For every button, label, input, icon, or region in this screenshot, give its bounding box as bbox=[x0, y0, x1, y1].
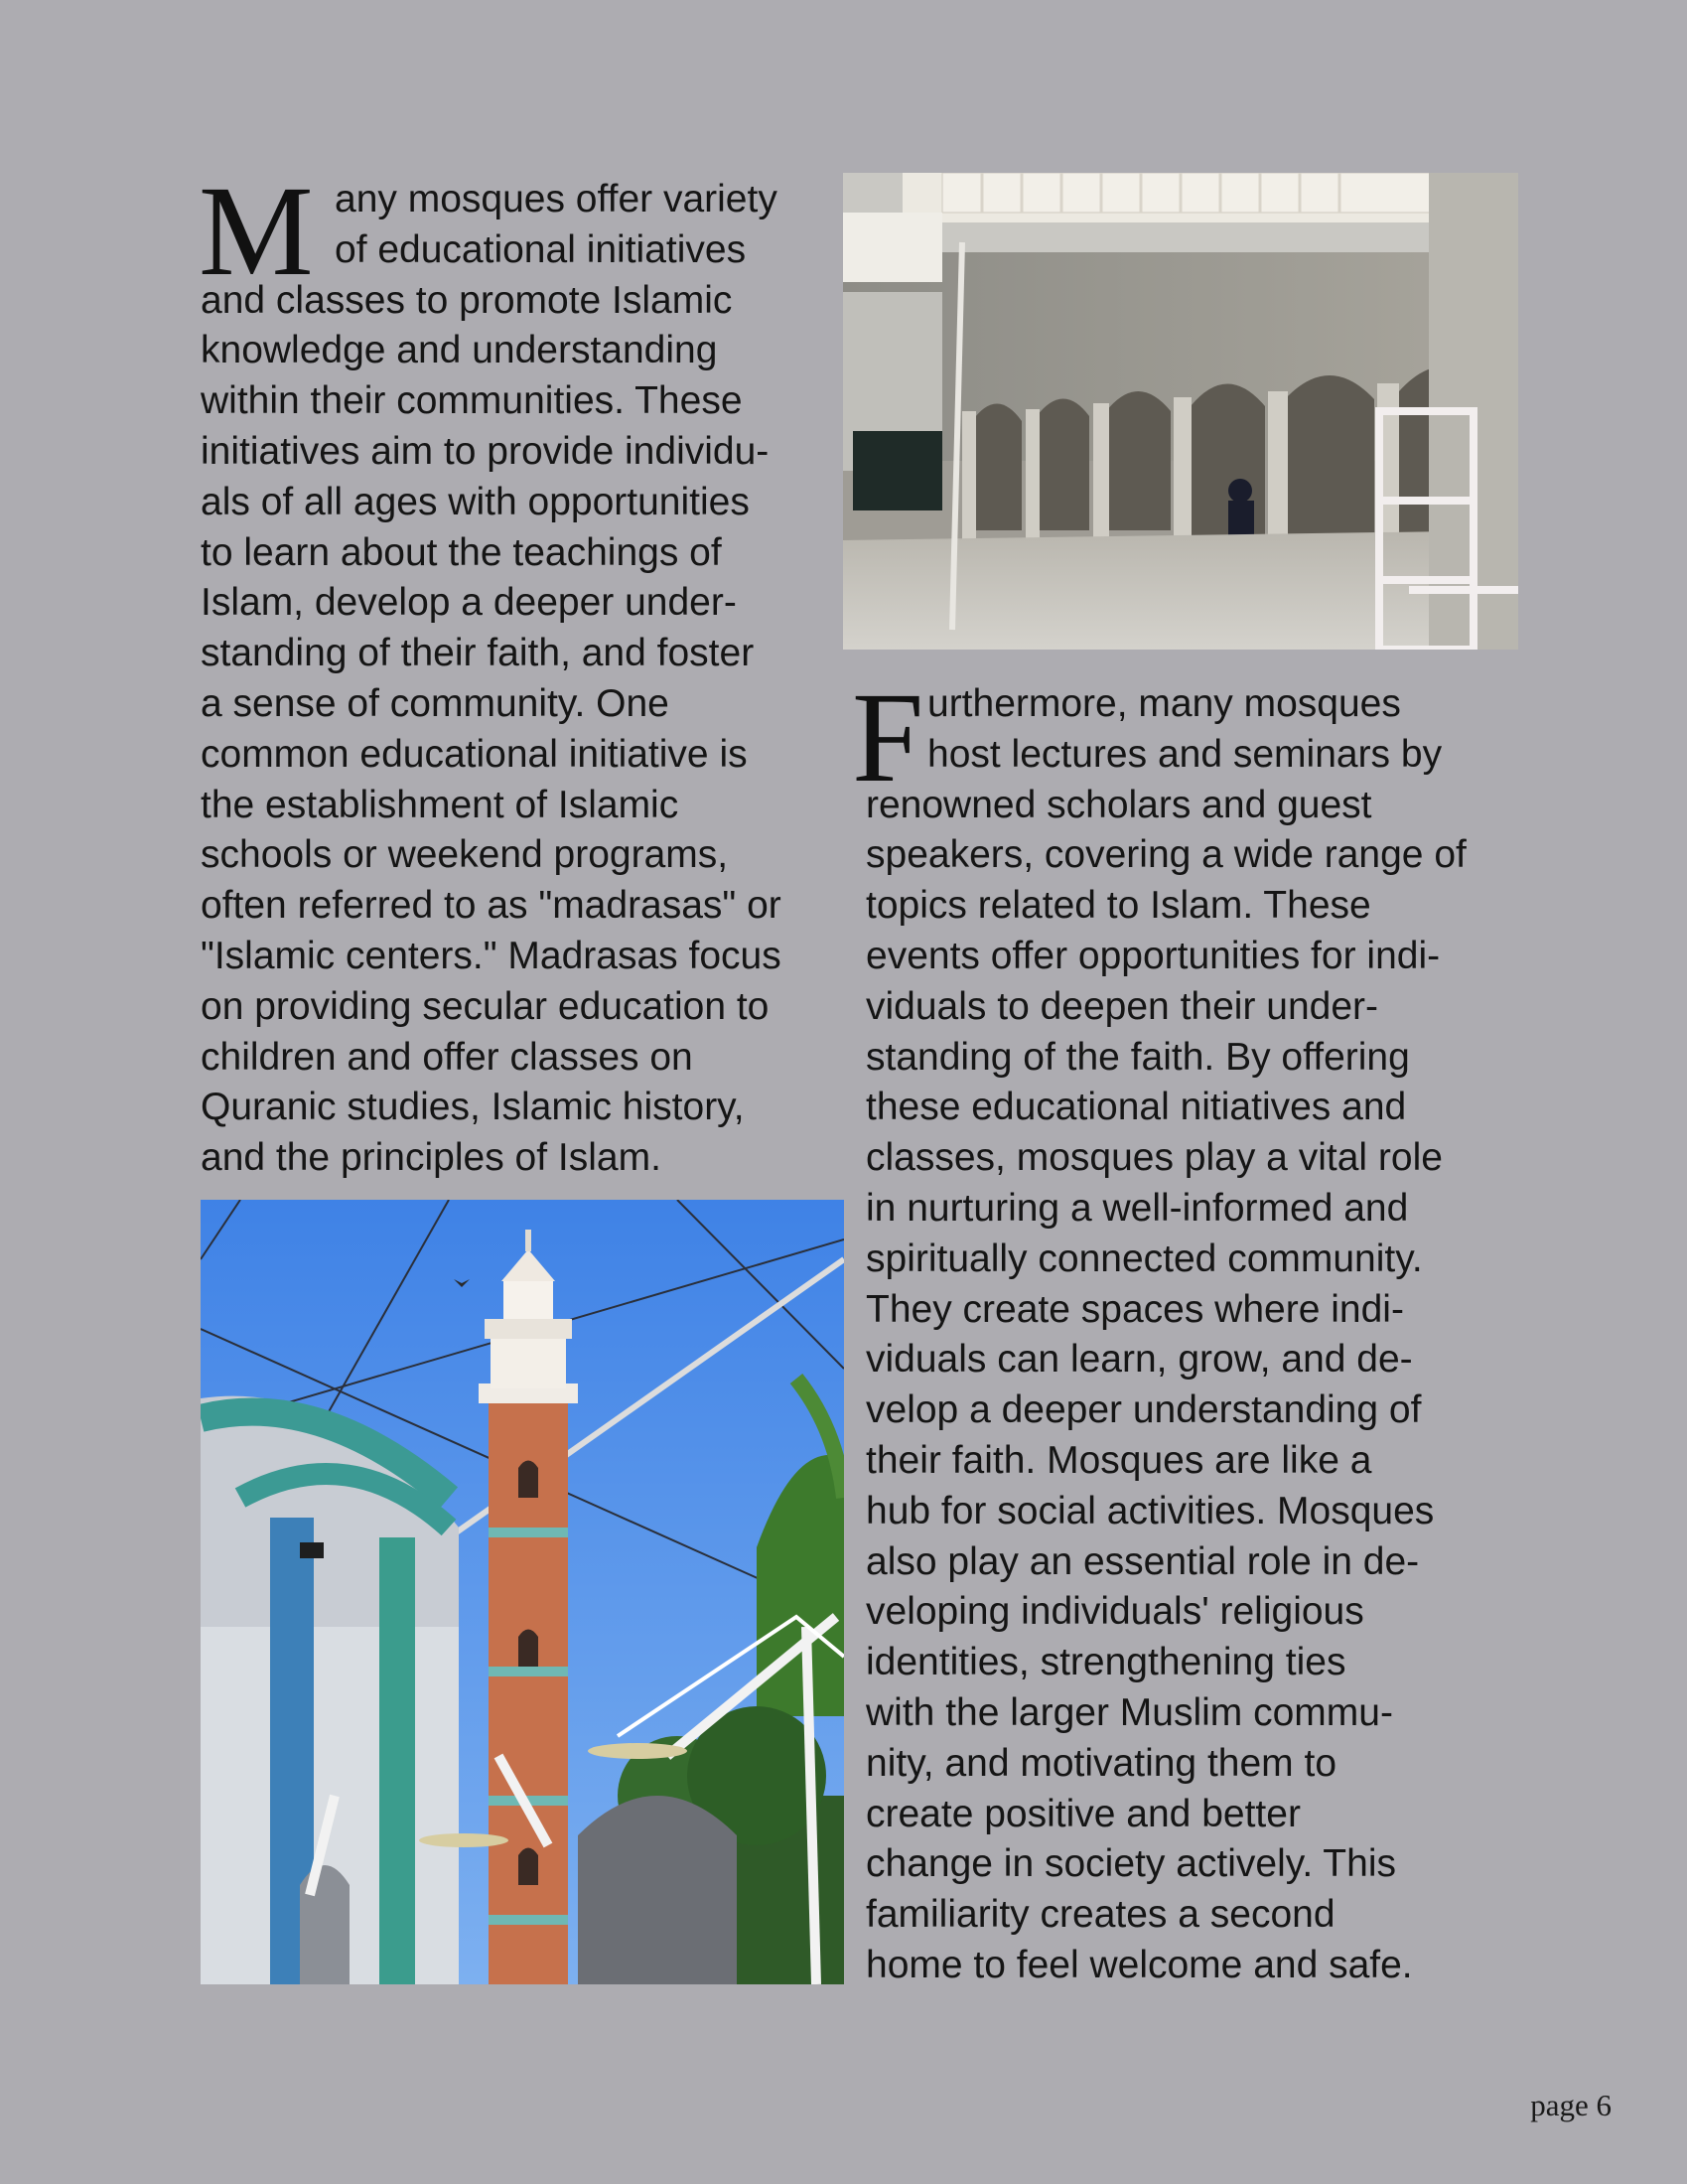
text-line: knowledge and understanding bbox=[201, 329, 718, 372]
text-line: these educational nitiatives and bbox=[866, 1086, 1407, 1129]
text-line: urthermore, many mosques bbox=[927, 682, 1401, 725]
text-line: als of all ages with opportunities bbox=[201, 480, 750, 523]
text-line: children and offer classes on bbox=[201, 1035, 693, 1079]
text-line: velop a deeper understanding of bbox=[866, 1388, 1422, 1432]
text-line: initiatives aim to provide individu- bbox=[201, 429, 770, 473]
text-line: to learn about the teachings of bbox=[201, 530, 722, 574]
text-line: create positive and better bbox=[866, 1792, 1301, 1835]
text-line: hub for social activities. Mosques bbox=[866, 1489, 1435, 1532]
minaret-photo bbox=[201, 1200, 844, 1984]
page-number: page 6 bbox=[1530, 2088, 1612, 2122]
text-line: home to feel welcome and safe. bbox=[866, 1943, 1413, 1986]
text-line: of educational initiatives bbox=[335, 227, 747, 271]
text-line: Islam, develop a deeper under- bbox=[201, 581, 737, 625]
text-line: on providing secular education to bbox=[201, 984, 770, 1028]
text-line: a sense of community. One bbox=[201, 681, 669, 725]
right-paragraph bbox=[866, 679, 1521, 1991]
text-line: They create spaces where indi- bbox=[866, 1287, 1404, 1331]
text-line: Quranic studies, Islamic history, bbox=[201, 1086, 745, 1129]
text-line: nity, and motivating them to bbox=[866, 1741, 1337, 1785]
text-line: classes, mosques play a vital role bbox=[866, 1136, 1443, 1180]
dropcap-m: M bbox=[199, 160, 314, 303]
text-line: veloping individuals' religious bbox=[866, 1590, 1364, 1634]
text-line: "Islamic centers." Madrasas focus bbox=[201, 934, 781, 977]
text-line: and the principles of Islam. bbox=[201, 1136, 661, 1180]
text-line: speakers, covering a wide range of bbox=[866, 833, 1467, 877]
text-line: common educational initiative is bbox=[201, 732, 748, 776]
text-line: and classes to promote Islamic bbox=[201, 278, 733, 322]
text-line: spiritually connected community. bbox=[866, 1237, 1423, 1280]
right-column bbox=[852, 666, 1521, 1991]
text-line: identities, strengthening ties bbox=[866, 1641, 1346, 1684]
text-line: with the larger Muslim commu- bbox=[866, 1690, 1393, 1734]
text-line: schools or weekend programs, bbox=[201, 833, 729, 877]
text-line: viduals to deepen their under- bbox=[866, 984, 1379, 1028]
text-line: change in society actively. This bbox=[866, 1842, 1396, 1886]
courtyard-arches-photo bbox=[843, 173, 1518, 650]
text-line: also play an essential role in de- bbox=[866, 1539, 1420, 1583]
text-line: the establishment of Islamic bbox=[201, 783, 679, 826]
text-line: standing of the faith. By offering bbox=[866, 1035, 1410, 1079]
left-paragraph bbox=[199, 160, 846, 1184]
text-line: in nurturing a well-informed and bbox=[866, 1186, 1409, 1230]
text-line: often referred to as "madrasas" or bbox=[201, 884, 781, 928]
left-column bbox=[199, 160, 846, 1184]
text-line: viduals can learn, grow, and de- bbox=[866, 1338, 1413, 1382]
text-line: any mosques offer variety bbox=[335, 178, 777, 220]
text-line: within their communities. These bbox=[201, 379, 743, 423]
text-line: their faith. Mosques are like a bbox=[866, 1438, 1372, 1482]
text-line: standing of their faith, and foster bbox=[201, 632, 755, 675]
text-line: topics related to Islam. These bbox=[866, 884, 1371, 928]
text-line: host lectures and seminars by bbox=[927, 732, 1443, 776]
text-line: renowned scholars and guest bbox=[866, 783, 1372, 826]
text-line: familiarity creates a second bbox=[866, 1893, 1336, 1937]
text-line: events offer opportunities for indi- bbox=[866, 934, 1441, 977]
dropcap-f: F bbox=[852, 666, 924, 809]
